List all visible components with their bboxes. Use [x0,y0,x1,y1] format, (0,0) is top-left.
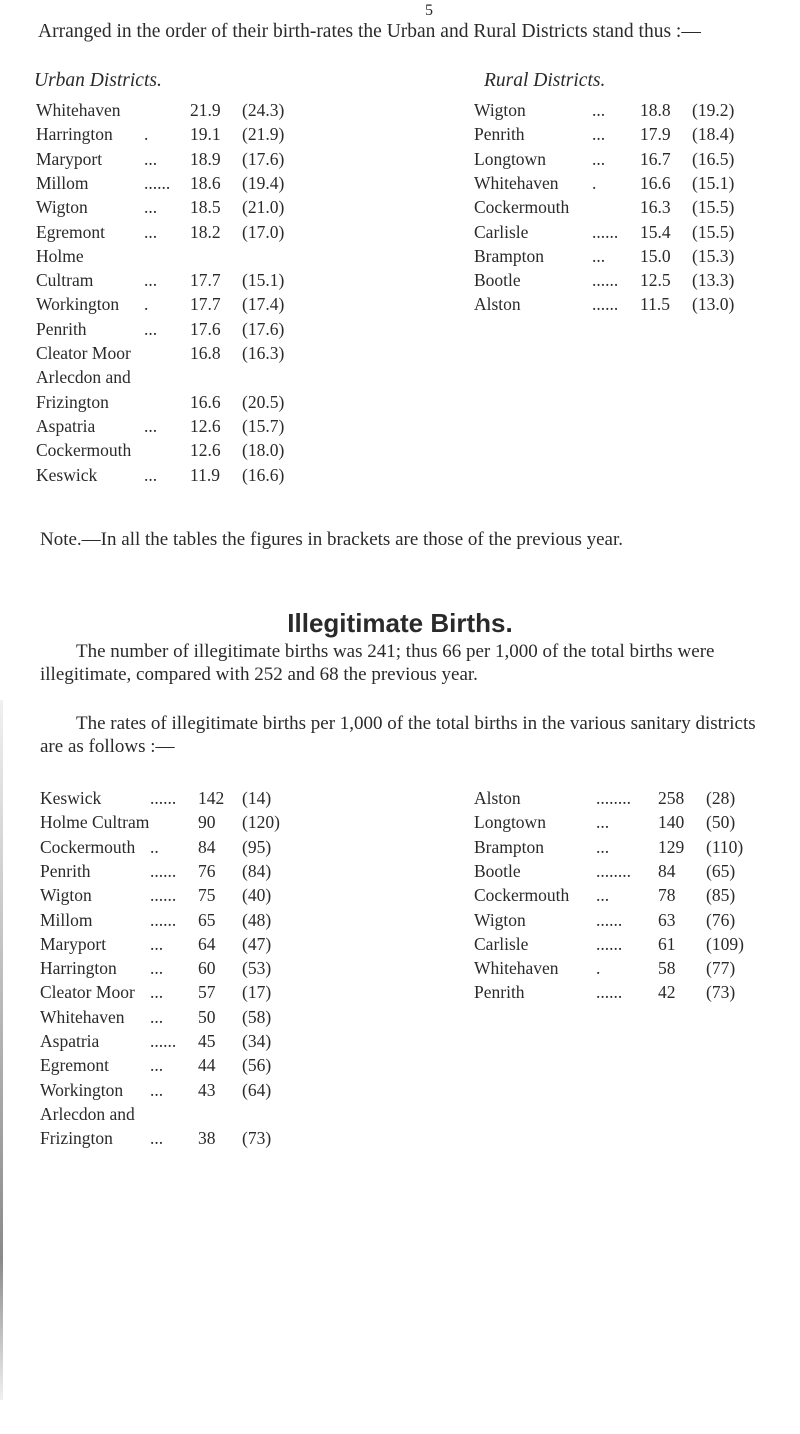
leader-dots: ... [150,1079,164,1100]
rate-value: 78 [658,885,676,906]
previous-year-value: (40) [242,885,272,906]
rate-value: 11.9 [190,464,220,485]
district-name: Cockermouth [40,836,136,857]
previous-year-value: (47) [242,933,272,954]
leader-dots: .. [150,836,159,857]
leader-dots: ...... [150,885,177,906]
rate-value: 18.8 [640,100,671,120]
district-name: Whitehaven [36,100,121,120]
rate-value: 12.6 [190,440,221,461]
district-name: Wigton [474,100,526,120]
leader-dots: ... [596,836,610,857]
leader-dots: . [144,124,149,145]
district-name: Maryport [36,148,103,169]
district-name: Maryport [40,933,107,954]
leader-dots: . [592,172,597,193]
leader-dots: ...... [596,933,623,954]
previous-year-value: (58) [242,1006,272,1027]
rate-value: 17.9 [640,124,671,145]
leader-dots: . [596,958,601,979]
previous-year-value: (15.7) [242,415,285,436]
district-name: Whitehaven [40,1006,125,1027]
previous-year-value: (18.0) [242,440,285,461]
urban-districts-header: Urban Districts. [34,70,162,91]
district-name: Millom [40,909,93,930]
rate-value: 38 [198,1128,216,1149]
rate-value: 15.4 [640,221,671,242]
district-name: Arlecdon and [40,1103,135,1124]
previous-year-value: (16.3) [242,343,285,363]
leader-dots: . [144,294,149,315]
previous-year-value: (73) [242,1128,272,1149]
district-name: Wigton [36,197,88,218]
rate-value: 43 [198,1079,216,1100]
section-heading: Illegitimate Births. [287,608,513,638]
previous-year-value: (50) [706,812,736,833]
previous-year-value: (13.0) [692,294,735,315]
district-name: Wigton [474,909,526,930]
previous-year-value: (48) [242,909,272,930]
previous-year-value: (65) [706,860,736,881]
leader-dots: ... [592,124,606,145]
previous-year-value: (16.6) [242,464,285,485]
rate-value: 16.6 [190,391,221,412]
leader-dots: ...... [592,221,619,242]
district-name: Arlecdon and [36,367,131,388]
district-name: Alston [474,294,521,315]
rate-value: 57 [198,982,216,1003]
previous-year-value: (17) [242,982,272,1003]
previous-year-value: (18.4) [692,124,735,145]
previous-year-value: (17.6) [242,148,285,169]
previous-year-value: (28) [706,788,736,808]
leader-dots: ...... [150,860,177,881]
rate-value: 17.6 [190,318,221,339]
leader-dots: ...... [592,294,619,315]
rate-value: 12.6 [190,415,221,436]
previous-year-value: (21.0) [242,197,285,218]
district-name: Cultram [36,270,94,291]
rate-value: 42 [658,982,676,1003]
rate-value: 44 [198,1055,216,1076]
previous-year-value: (120) [242,812,280,833]
previous-year-value: (53) [242,958,272,979]
district-name: Whitehaven [474,172,559,193]
district-name: Keswick [40,788,102,808]
leader-dots: ...... [150,1031,177,1051]
previous-year-value: (95) [242,836,272,857]
rate-value: 16.3 [640,197,671,218]
district-name: Millom [36,172,89,193]
page-edge-shadow [0,700,3,1400]
rate-value: 90 [198,812,216,833]
district-name: Cleator Moor [40,982,135,1003]
district-name: Workington [36,294,120,315]
district-name: Egremont [36,221,106,242]
rate-value: 140 [658,812,685,833]
rate-value: 15.0 [640,245,671,266]
district-name: Aspatria [36,415,96,436]
rate-value: 258 [658,788,685,808]
leader-dots: ... [150,1128,164,1149]
rate-value: 84 [198,836,216,857]
district-name: Bootle [474,860,521,881]
leader-dots: ... [144,197,158,218]
previous-year-value: (13.3) [692,270,735,291]
page-number: 5 [425,2,433,19]
district-name: Frizington [36,391,109,412]
district-name: Penrith [474,124,525,145]
previous-year-value: (109) [706,933,744,954]
rate-value: 17.7 [190,270,221,291]
table-note: Note.—In all the tables the figures in brackets are those of the previous year. [40,529,623,550]
rate-value: 17.7 [190,294,221,315]
district-name: Longtown [474,148,546,169]
district-name: Harrington [36,124,113,145]
leader-dots: ... [596,812,610,833]
illegitimate-paragraph-2: The rates of illegitimate births per 1,000 of the total births in the various sanitary districts are as follows :— [40,713,756,757]
rate-value: 142 [198,788,225,808]
previous-year-value: (73) [706,982,736,1003]
rate-value: 129 [658,836,685,857]
rate-value: 84 [658,860,676,881]
district-name: Longtown [474,812,546,833]
district-name: Carlisle [474,221,529,242]
district-name: Egremont [40,1055,110,1076]
rate-value: 21.9 [190,100,221,120]
previous-year-value: (76) [706,909,736,930]
previous-year-value: (17.0) [242,221,285,242]
district-name: Whitehaven [474,958,559,979]
district-name: Holme Cultram [40,812,150,833]
district-name: Cockermouth [36,440,132,461]
previous-year-value: (19.2) [692,100,735,120]
rate-value: 60 [198,958,216,979]
previous-year-value: (56) [242,1055,272,1076]
leader-dots: ... [592,245,606,266]
leader-dots: ... [150,933,164,954]
district-name: Carlisle [474,933,529,954]
previous-year-value: (15.1) [692,172,735,193]
leader-dots: ... [144,318,158,339]
leader-dots: ... [592,148,606,169]
previous-year-value: (85) [706,885,736,906]
rate-value: 18.2 [190,221,221,242]
district-name: Wigton [40,885,92,906]
leader-dots: ... [144,221,158,242]
previous-year-value: (16.5) [692,148,735,169]
previous-year-value: (24.3) [242,100,285,120]
district-name: Brampton [474,836,544,857]
district-name: Cockermouth [474,885,570,906]
leader-dots: ...... [596,909,623,930]
district-name: Alston [474,788,521,808]
leader-dots: ... [596,885,610,906]
leader-dots: ...... [144,172,171,193]
leader-dots: ... [144,464,158,485]
rate-value: 64 [198,933,216,954]
rate-value: 16.8 [190,343,221,363]
previous-year-value: (15.5) [692,197,735,218]
leader-dots: ... [150,1006,164,1027]
leader-dots: ... [144,415,158,436]
rate-value: 75 [198,885,216,906]
leader-dots: ...... [150,788,177,808]
previous-year-value: (19.4) [242,172,285,193]
district-name: Bootle [474,270,521,291]
leader-dots: ...... [592,270,619,291]
leader-dots: ... [592,100,606,120]
district-name: Cockermouth [474,197,570,218]
leader-dots: ... [144,148,158,169]
previous-year-value: (17.6) [242,318,285,339]
rate-value: 19.1 [190,124,221,145]
district-name: Cleator Moor [36,343,131,363]
leader-dots: ...... [150,909,177,930]
previous-year-value: (14) [242,788,272,808]
rate-value: 18.6 [190,172,221,193]
leader-dots: ...... [596,982,623,1003]
leader-dots: ... [144,270,158,291]
rate-value: 18.9 [190,148,221,169]
previous-year-value: (15.1) [242,270,285,291]
district-name: Keswick [36,464,98,485]
district-name: Workington [40,1079,124,1100]
rate-value: 16.7 [640,148,671,169]
previous-year-value: (110) [706,836,744,857]
previous-year-value: (77) [706,958,736,979]
rate-value: 16.6 [640,172,671,193]
leader-dots: ... [150,982,164,1003]
district-name: Penrith [40,860,91,881]
rate-value: 18.5 [190,197,221,218]
district-name: Penrith [36,318,87,339]
illegitimate-paragraph-1: The number of illegitimate births was 241; thus 66 per 1,000 of the total births were illegitimate, compared with 252 and 68 the previous year. [40,641,715,685]
district-name: Penrith [474,982,525,1003]
previous-year-value: (15.3) [692,245,735,266]
rate-value: 50 [198,1006,216,1027]
district-name: Harrington [40,958,117,979]
rate-value: 65 [198,909,216,930]
rate-value: 11.5 [640,294,670,315]
district-name: Frizington [40,1128,113,1149]
leader-dots: ........ [596,788,631,808]
rate-value: 61 [658,933,676,954]
leader-dots: ... [150,958,164,979]
rate-value: 58 [658,958,676,979]
rate-value: 63 [658,909,676,930]
previous-year-value: (15.5) [692,221,735,242]
previous-year-value: (34) [242,1031,272,1051]
district-name: Brampton [474,245,544,266]
rate-value: 12.5 [640,270,671,291]
previous-year-value: (64) [242,1079,272,1100]
rate-value: 45 [198,1031,216,1051]
previous-year-value: (20.5) [242,391,285,412]
district-name: Holme [36,245,84,266]
rate-value: 76 [198,860,216,881]
previous-year-value: (84) [242,860,272,881]
previous-year-value: (21.9) [242,124,285,145]
intro-paragraph: Arranged in the order of their birth-rates the Urban and Rural Districts stand thus :— [38,21,701,42]
leader-dots: ... [150,1055,164,1076]
district-name: Aspatria [40,1031,100,1051]
rural-districts-header: Rural Districts. [484,70,606,91]
previous-year-value: (17.4) [242,294,285,315]
leader-dots: ........ [596,860,631,881]
